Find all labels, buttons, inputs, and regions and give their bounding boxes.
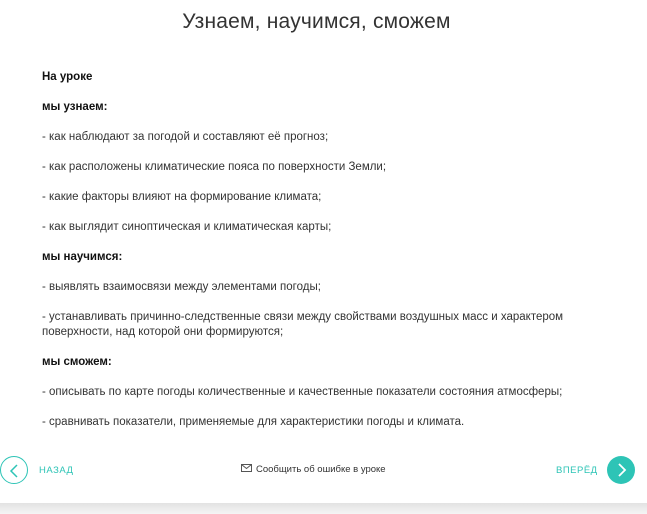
- skills-heading: мы научимся:: [42, 251, 123, 263]
- lesson-content: [42, 70, 632, 445]
- prev-link[interactable]: НАЗАД: [39, 465, 74, 476]
- page-title: Узнаем, научимся, сможем: [182, 10, 451, 33]
- chevron-right-icon: [607, 456, 635, 484]
- list-item: - описывать по карте погоды количественные и качественные показатели состояния атмосферы;: [42, 386, 563, 398]
- list-item: - какие факторы влияют на формирование климата;: [42, 191, 322, 203]
- list-item: - как выглядит синоптическая и климатическая карты;: [42, 221, 332, 233]
- report-error-link[interactable]: [241, 464, 386, 475]
- chevron-left-icon: [1, 457, 29, 485]
- list-item: - как наблюдают за погодой и составляют её прогноз;: [42, 131, 329, 143]
- learn-heading: мы узнаем:: [42, 101, 108, 113]
- prev-button[interactable]: [0, 456, 28, 484]
- list-item: - выявлять взаимосвязи между элементами погоды;: [42, 281, 321, 293]
- intro-heading: На уроке: [42, 71, 93, 83]
- bottom-shadow: [0, 503, 647, 514]
- list-item: - как расположены климатические пояса по поверхности Земли;: [42, 161, 387, 173]
- mail-icon: [241, 464, 252, 472]
- lesson-footer: [0, 452, 647, 492]
- abilities-heading: мы сможем:: [42, 356, 112, 368]
- next-button[interactable]: [607, 456, 635, 484]
- next-link[interactable]: ВПЕРЁД: [556, 465, 598, 476]
- list-item: - сравнивать показатели, применяемые для характеристики погоды и климата.: [42, 416, 465, 428]
- list-item: - устанавливать причинно-следственные связи между свойствами воздушных масс и характером поверхности, над которой они формируются;: [42, 311, 564, 338]
- report-error-label: Сообщить об ошибке в уроке: [256, 464, 386, 475]
